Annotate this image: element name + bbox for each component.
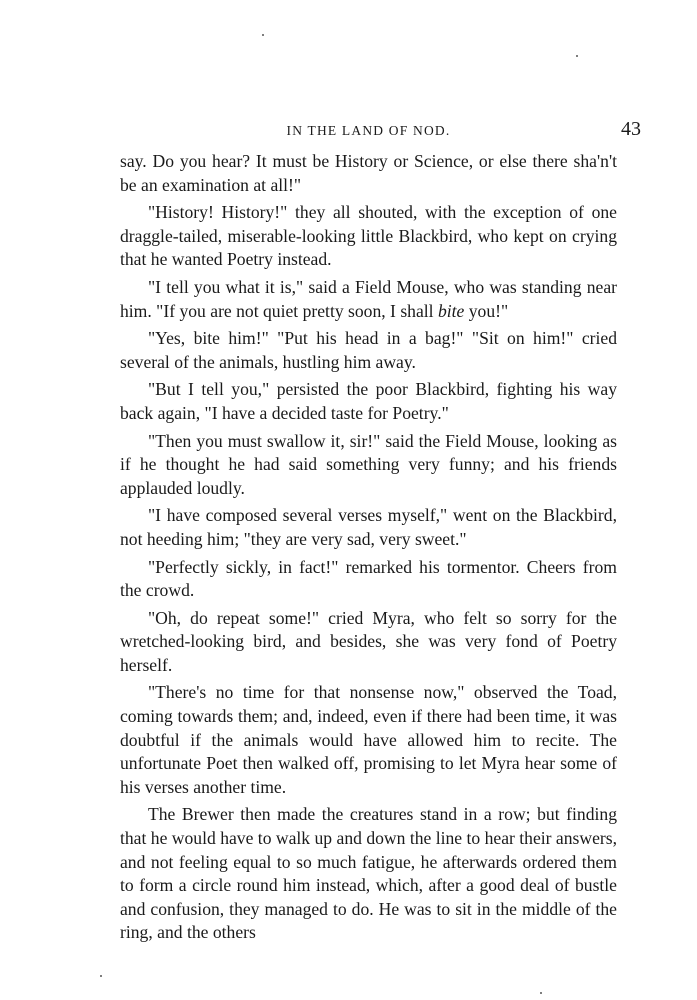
- paragraph-2: "History! History!" they all shouted, with the exception of one draggle-tailed, miserable-looking little Blackbird, who kept on crying that he wanted Poetry instead.: [120, 202, 617, 270]
- page-number: 43: [621, 118, 641, 140]
- running-head: [120, 118, 641, 144]
- paragraph-10: "There's no time for that nonsense now," observed the Toad, coming towards them; and, indeed, even if there had been time, it was doubtful if the animals would have allowed him to recite. The unfortunate Poet then walked off, promising to let Myra hear some of his verses another time.: [120, 682, 617, 797]
- paragraph-3-text: "I tell you what it is," said a Field Mouse, who was standing near him. "If you are not quiet pretty soon, I shall: [120, 276, 617, 321]
- paragraph-5: "But I tell you," persisted the poor Blackbird, fighting his way back again, "I have a decided taste for Poetry.": [120, 379, 617, 423]
- print-speck: [576, 55, 578, 57]
- paragraph-1: say. Do you hear? It must be History or Science, or else there sha'n't be an examination at all!": [120, 151, 617, 195]
- paragraph-11: The Brewer then made the creatures stand in a row; but finding that he would have to walk up and down the line to hear their answers, and not feeling equal to so much fatigue, he afterwards ordered them to form a circle round him instead, which, after a good deal of bustle and confusion, they managed to do. He was to sit in the middle of the ring, and the others: [120, 804, 617, 943]
- paragraph-9: "Oh, do repeat some!" cried Myra, who felt so sorry for the wretched-looking bird, and besides, she was very fond of Poetry herself.: [120, 607, 617, 675]
- print-speck: [262, 34, 264, 36]
- paragraph-3-text-end: you!": [464, 300, 509, 321]
- running-head-title: IN THE LAND OF NOD.: [286, 123, 451, 138]
- paragraph-8: "Perfectly sickly, in fact!" remarked his tormentor. Cheers from the crowd.: [120, 556, 617, 601]
- print-speck: [540, 992, 542, 994]
- paragraph-6: "Then you must swallow it, sir!" said the Field Mouse, looking as if he thought he had said something very funny; and his friends applauded loudly.: [120, 430, 617, 498]
- print-speck: [100, 975, 102, 977]
- body-text: [120, 150, 617, 945]
- paragraph-3-italic: bite: [437, 300, 465, 321]
- paragraph-7: "I have composed several verses myself," went on the Blackbird, not heeding him; "they are very sad, very sweet.": [120, 505, 617, 549]
- paragraph-3: [120, 276, 617, 323]
- paragraph-4: "Yes, bite him!" "Put his head in a bag!" "Sit on him!" cried several of the animals, hustling him away.: [120, 328, 617, 372]
